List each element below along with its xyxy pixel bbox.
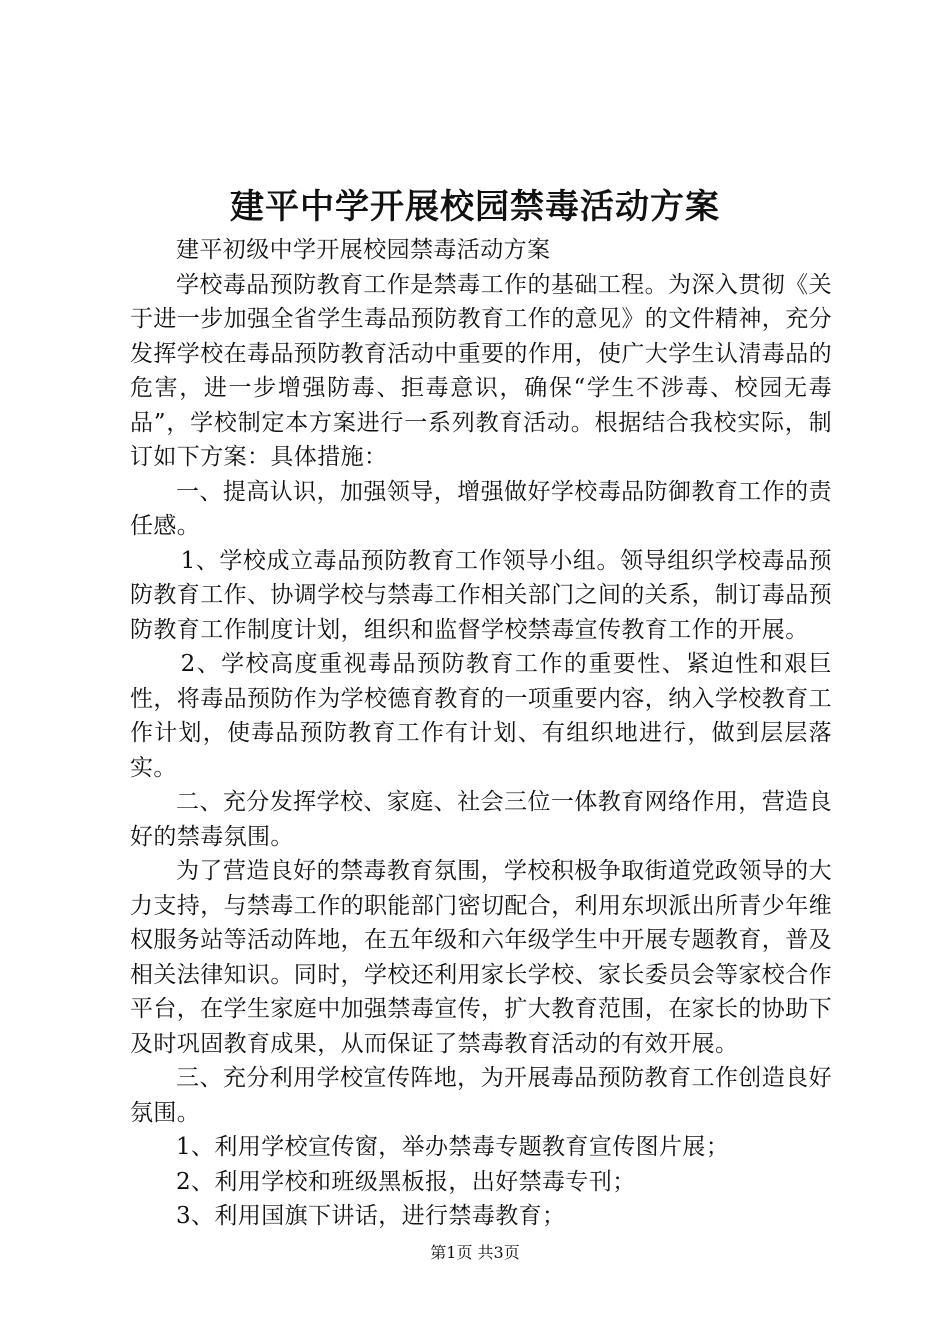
intro-paragraph: 学校毒品预防教育工作是禁毒工作的基础工程。为深入贯彻《关于进一步加强全省学生毒品预防教育工作的意见》的文件精神，充分发挥学校在毒品预防教育活动中重要的作用，使广大学生认清毒品的危害，进一步增强防毒、拒毒意识，确保“学生不涉毒、校园无毒品”，学校制定本方案进行一系列教育活动。根据结合我校实际，制订如下方案：具体措施： (130, 271, 832, 470)
section-heading-one: 一、提高认识，加强领导，增强做好学校毒品防御教育工作的责任感。 (130, 478, 832, 539)
section-heading-three: 三、充分利用学校宣传阵地，为开展毒品预防教育工作创造良好氛围。 (130, 1065, 832, 1126)
measure-paragraph-1: 1、学校成立毒品预防教育工作领导小组。领导组织学校毒品预防教育工作、协调学校与禁毒工作相关部门之间的关系，制订毒品预防教育工作制度计划，组织和监督学校禁毒宣传教育工作的开展。 (130, 547, 832, 643)
document-body (130, 233, 832, 1234)
measure-paragraph-2: 2、学校高度重视毒品预防教育工作的重要性、紧迫性和艰巨性，将毒品预防作为学校德育教育的一项重要内容，纳入学校教育工作计划，使毒品预防教育工作有计划、有组织地进行，做到层层落实。 (130, 651, 832, 781)
list-item-3: 3、利用国旗下讲话，进行禁毒教育； (176, 1203, 566, 1229)
section-heading-two: 二、充分发挥学校、家庭、社会三位一体教育网络作用，营造良好的禁毒氛围。 (130, 789, 832, 850)
subtitle-paragraph: 建平初级中学开展校园禁毒活动方案 (176, 237, 551, 263)
page-footer: 第1页 共3页 (430, 1243, 520, 1262)
document-title: 建平中学开展校园禁毒活动方案 (230, 187, 720, 227)
section-two-paragraph: 为了营造良好的禁毒教育氛围，学校积极争取街道党政领导的大力支持，与禁毒工作的职能部门密切配合，利用东坝派出所青少年维权服务站等活动阵地，在五年级和六年级学生中开展专题教育，普及相关法律知识。同时，学校还利用家长学校、家长委员会等家校合作平台，在学生家庭中加强禁毒宣传，扩大教育范围，在家长的协助下及时巩固教育成果，从而保证了禁毒教育活动的有效开展。 (130, 858, 832, 1057)
list-item-2: 2、利用学校和班级黑板报，出好禁毒专刊； (176, 1168, 636, 1195)
list-item-1: 1、利用学校宣传窗，举办禁毒专题教育宣传图片展； (176, 1134, 730, 1160)
